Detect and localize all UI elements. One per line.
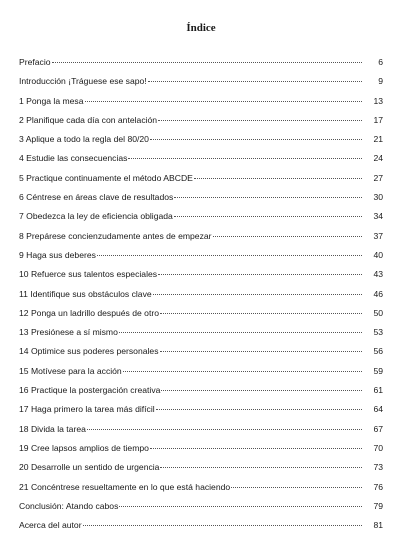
- dot-leader: [128, 157, 362, 159]
- toc-entry-page-number: 37: [373, 230, 383, 241]
- dot-leader: [83, 524, 362, 526]
- toc-entry[interactable]: [19, 76, 383, 95]
- toc-entry-page-number: 67: [373, 423, 383, 434]
- toc-entry[interactable]: [19, 57, 383, 76]
- dot-leader: [174, 196, 362, 198]
- toc-entry[interactable]: [19, 366, 383, 385]
- dot-leader: [156, 408, 362, 410]
- toc-entry[interactable]: [19, 96, 383, 115]
- toc-entry-page-number: 24: [373, 153, 383, 164]
- toc-entry-title: 20 Desarrolle un sentido de urgencia: [19, 462, 160, 473]
- dot-leader: [160, 312, 362, 314]
- toc-entry-title: 1 Ponga la mesa: [19, 95, 84, 106]
- toc-entry-title: 10 Refuerce sus talentos especiales: [19, 269, 158, 280]
- toc-entry-title: 17 Haga primero la tarea más difícil: [19, 404, 155, 415]
- toc-entry-title: 15 Motívese para la acción: [19, 365, 122, 376]
- toc-entry-page-number: 73: [373, 462, 383, 473]
- toc-entry[interactable]: [19, 211, 383, 230]
- dot-leader: [150, 138, 362, 140]
- toc-entry[interactable]: [19, 173, 383, 192]
- toc-entry-page-number: 6: [378, 57, 383, 67]
- toc-entry-page-number: 53: [373, 327, 383, 338]
- toc-entry[interactable]: [19, 346, 383, 365]
- toc-entry[interactable]: [19, 250, 383, 269]
- toc-entry-page-number: 43: [373, 269, 383, 280]
- toc-entry-page-number: 30: [373, 192, 383, 203]
- dot-leader: [123, 370, 362, 372]
- toc-entry-page-number: 21: [373, 134, 383, 145]
- toc-entry-page-number: 59: [373, 365, 383, 376]
- toc-entry-title: Conclusión: Atando cabos: [19, 500, 119, 511]
- toc-entry[interactable]: [19, 192, 383, 211]
- toc-entry[interactable]: [19, 269, 383, 288]
- dot-leader: [213, 235, 362, 237]
- toc-entry-page-number: 50: [373, 307, 383, 318]
- toc-entry-title: 4 Estudie las consecuencias: [19, 153, 128, 164]
- toc-entry-page-number: 76: [373, 481, 383, 492]
- toc-entry[interactable]: [19, 520, 383, 539]
- toc-entry[interactable]: [19, 404, 383, 423]
- toc-entry-page-number: 27: [373, 172, 383, 183]
- dot-leader: [160, 350, 363, 352]
- toc-entry[interactable]: [19, 424, 383, 443]
- toc-entry-title: 3 Aplique a todo la regla del 80/20: [19, 134, 149, 145]
- toc-entry[interactable]: [19, 289, 383, 308]
- dot-leader: [85, 100, 363, 102]
- dot-leader: [153, 293, 362, 295]
- dot-leader: [148, 80, 362, 82]
- dot-leader: [119, 331, 362, 333]
- toc-entry-page-number: 40: [373, 249, 383, 260]
- toc-entry-page-number: 81: [373, 520, 383, 531]
- toc-entry-page-number: 56: [373, 346, 383, 357]
- toc-entry-title: 19 Cree lapsos amplios de tiempo: [19, 442, 149, 453]
- toc-entry-page-number: 13: [373, 95, 383, 106]
- dot-leader: [160, 466, 362, 468]
- toc-entry-title: 21 Concéntrese resueltamente en lo que está haciendo: [19, 481, 231, 492]
- toc-entry[interactable]: [19, 501, 383, 520]
- toc-entry[interactable]: [19, 231, 383, 250]
- toc-entry-title: 2 Planifique cada día con antelación: [19, 114, 158, 125]
- toc-entry-title: 12 Ponga un ladrillo después de otro: [19, 307, 159, 318]
- toc-entry-title: 14 Optimice sus poderes personales: [19, 346, 159, 357]
- dot-leader: [87, 428, 362, 430]
- toc-entry[interactable]: [19, 462, 383, 481]
- toc-entry-title: Acerca del autor: [19, 520, 82, 531]
- toc-entry[interactable]: [19, 443, 383, 462]
- toc-entry-title: 8 Prepárese concienzudamente antes de empezar: [19, 230, 212, 241]
- toc-entry-page-number: 17: [373, 114, 383, 125]
- toc-entry-page-number: 46: [373, 288, 383, 299]
- toc-entry-title: 11 Identifique sus obstáculos clave: [19, 288, 152, 299]
- toc-entry-title: 13 Presiónese a sí mismo: [19, 327, 118, 338]
- toc-entry-title: 7 Obedezca la ley de eficiencia obligada: [19, 211, 173, 222]
- toc-entry-title: Prefacio: [19, 57, 51, 67]
- dot-leader: [119, 505, 362, 507]
- dot-leader: [150, 447, 362, 449]
- toc-entry[interactable]: [19, 115, 383, 134]
- toc-entry-page-number: 34: [373, 211, 383, 222]
- dot-leader: [231, 486, 362, 488]
- toc-entry-title: 9 Haga sus deberes: [19, 249, 96, 260]
- toc-entry[interactable]: [19, 385, 383, 404]
- toc-entry-title: 16 Practique la postergación creativa: [19, 385, 161, 396]
- toc-entry[interactable]: [19, 482, 383, 501]
- toc-entry-page-number: 61: [373, 385, 383, 396]
- dot-leader: [97, 254, 362, 256]
- dot-leader: [174, 215, 362, 217]
- toc-entry-page-number: 70: [373, 442, 383, 453]
- dot-leader: [52, 61, 362, 63]
- toc-entry-title: Introducción ¡Tráguese ese sapo!: [19, 76, 147, 87]
- toc-entry[interactable]: [19, 134, 383, 153]
- dot-leader: [194, 177, 362, 179]
- toc-entry-title: 18 Divida la tarea: [19, 423, 86, 434]
- toc-entry[interactable]: [19, 308, 383, 327]
- toc-entry[interactable]: [19, 153, 383, 172]
- toc-entry-title: 6 Céntrese en áreas clave de resultados: [19, 192, 174, 203]
- toc-entry-title: 5 Practique continuamente el método ABCDE: [19, 172, 193, 183]
- dot-leader: [161, 389, 362, 391]
- toc-entry-page-number: 64: [373, 404, 383, 415]
- toc-entry-page-number: 79: [373, 500, 383, 511]
- dot-leader: [158, 273, 362, 275]
- toc-entry-page-number: 9: [378, 76, 383, 87]
- toc-entry[interactable]: [19, 327, 383, 346]
- page-title: Índice: [186, 22, 216, 34]
- dot-leader: [158, 119, 362, 121]
- table-of-contents: [19, 57, 383, 539]
